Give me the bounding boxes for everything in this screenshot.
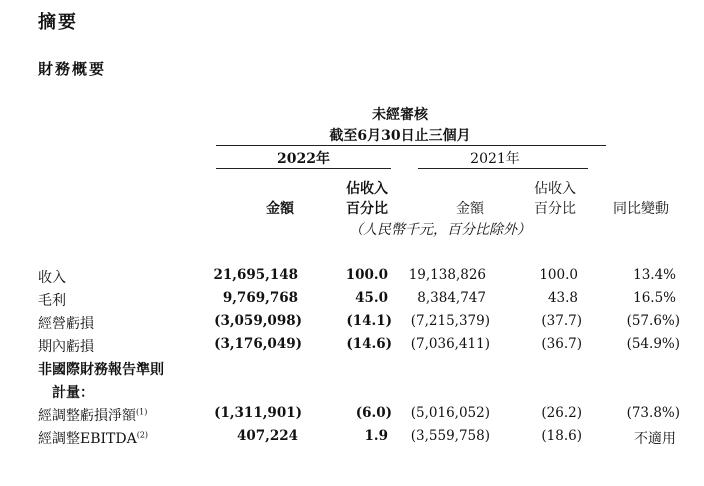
amount-2021: 19,138,826 xyxy=(408,267,486,283)
pct-2021: 100.0 xyxy=(539,267,578,283)
header-amount-2022: 金額 xyxy=(266,201,294,217)
yoy-change: 不適用 xyxy=(634,431,676,447)
yoy-change: 13.4% xyxy=(633,267,676,283)
pct-2021: (26.2) xyxy=(541,405,582,421)
amount-2022: 21,695,148 xyxy=(213,267,298,283)
row-label: 經調整虧損淨額$^{(1)}$ xyxy=(38,407,148,424)
yoy-change: (54.9%) xyxy=(626,336,680,352)
header-year-2022: 2022年 xyxy=(277,151,330,167)
amount-2021: (7,036,411) xyxy=(410,336,490,352)
amount-2021: (7,215,379) xyxy=(410,313,490,329)
header-unaudited: 未經審核 xyxy=(372,107,428,123)
row-label: 期內虧損 xyxy=(38,339,94,355)
header-rule-2022 xyxy=(216,168,391,169)
header-rule-top xyxy=(216,145,606,146)
header-pct-2022-line1: 佔收入 xyxy=(346,181,388,197)
amount-2022: (3,176,049) xyxy=(214,336,302,352)
row-label: 經調整EBITDA$^{(2)}$ xyxy=(38,430,149,447)
pct-2022: 100.0 xyxy=(345,267,388,283)
amount-2021: (5,016,052) xyxy=(410,405,490,421)
unit-note: （人民幣千元，百分比除外） xyxy=(349,222,531,238)
pct-2021: 43.8 xyxy=(547,290,578,306)
nonifrs-heading-line2: 計量： xyxy=(52,385,94,401)
header-year-2021: 2021年 xyxy=(470,151,520,167)
section-title: 財務概要 xyxy=(38,60,107,78)
header-period: 截至6月30日止三個月 xyxy=(329,128,471,144)
amount-2022: (1,311,901) xyxy=(214,405,302,421)
pct-2022: 1.9 xyxy=(364,428,388,444)
yoy-change: (73.8%) xyxy=(626,405,680,421)
amount-2022: (3,059,098) xyxy=(214,313,302,329)
header-pct-2021-line1: 佔收入 xyxy=(534,181,576,197)
header-pct-2021-line2: 百分比 xyxy=(534,201,576,217)
pct-2021: (36.7) xyxy=(541,336,582,352)
pct-2022: (14.6) xyxy=(346,336,392,352)
row-label: 經營虧損 xyxy=(38,316,94,332)
header-yoy: 同比變動 xyxy=(613,201,669,217)
amount-2022: 407,224 xyxy=(236,428,298,444)
pct-2021: (37.7) xyxy=(541,313,582,329)
yoy-change: (57.6%) xyxy=(626,313,680,329)
header-pct-2022-line2: 百分比 xyxy=(346,201,388,217)
row-label: 毛利 xyxy=(38,293,66,309)
yoy-change: 16.5% xyxy=(633,290,676,306)
pct-2022: 45.0 xyxy=(355,290,388,306)
page-title: 摘要 xyxy=(38,12,78,33)
row-label: 收入 xyxy=(38,270,66,286)
header-amount-2021: 金額 xyxy=(456,201,484,217)
pct-2021: (18.6) xyxy=(541,428,582,444)
footnote-marker: (1) xyxy=(136,407,148,417)
header-rule-2021 xyxy=(418,168,588,169)
pct-2022: (14.1) xyxy=(346,313,392,329)
amount-2021: 8,384,747 xyxy=(417,290,486,306)
amount-2022: 9,769,768 xyxy=(222,290,298,306)
footnote-marker: (2) xyxy=(136,430,149,440)
nonifrs-heading-line1: 非國際財務報告準則 xyxy=(38,362,164,378)
amount-2021: (3,559,758) xyxy=(410,428,490,444)
pct-2022: (6.0) xyxy=(355,405,392,421)
